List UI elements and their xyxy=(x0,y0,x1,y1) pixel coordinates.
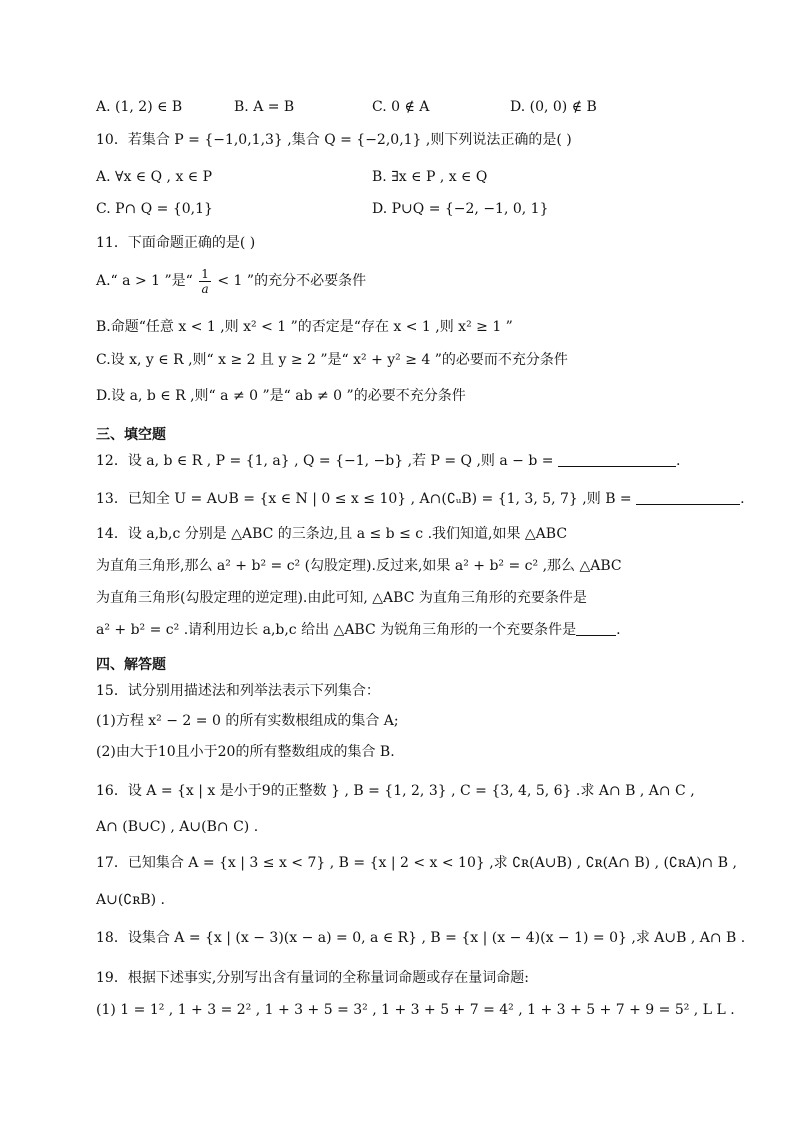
q18: 18．设集合 A = {x | (x − 3)(x − a) = 0, a ∈ R} , B = {x | (x − 4)(x − 1) = 0} ,求 A∪B , A∩ B . xyxy=(96,930,746,946)
q12-text: 12．设 a, b ∈ R , P = {1, a} , Q = {−1, −b} ,若 P = Q ,则 a − b = xyxy=(96,453,558,469)
q12-answer-blank xyxy=(558,452,676,467)
q10-stem: 10．若集合 P = {−1,0,1,3} ,集合 Q = {−2,0,1} ,则下列说法正确的是( ) xyxy=(96,132,572,148)
q11-a-frac-num: 1 xyxy=(201,266,209,281)
q13-end: . xyxy=(740,491,745,507)
q11-a-fraction xyxy=(199,267,211,296)
q9-option-b: B. A = B xyxy=(234,99,295,115)
q13-text: 13．已知全 U = A∪B = {x ∈ N | 0 ≤ x ≤ 10} , A∩(∁ᵤB) = {1, 3, 5, 7} ,则 B = xyxy=(96,491,637,507)
q15-part-1: (1)方程 x² − 2 = 0 的所有实数根组成的集合 A; xyxy=(96,713,399,729)
q15-part-2: (2)由大于10且小于20的所有整数组成的集合 B. xyxy=(96,744,395,760)
q16-line-1: 16．设 A = {x | x 是小于9的正整数 } , B = {1, 2, 3} , C = {3, 4, 5, 6} .求 A∩ B , A∩ C , xyxy=(96,783,695,799)
q9-option-a: A. (1, 2) ∈ B xyxy=(96,99,183,115)
q19-stem: 19．根据下述事实,分别写出含有量词的全称量词命题或存在量词命题: xyxy=(96,970,529,986)
q11-stem: 11．下面命题正确的是( ) xyxy=(96,235,256,251)
q13 xyxy=(96,489,745,509)
q9-option-c: C. 0 ∉ A xyxy=(372,99,430,115)
q14-line-2: 为直角三角形,那么 a² + b² = c² (勾股定理).反过来,如果 a² + b² = c² ,那么 △ABC xyxy=(96,558,622,574)
q11-option-b: B.命题“任意 x < 1 ,则 x² < 1 ”的否定是“存在 x < 1 ,则 x² ≥ 1 ” xyxy=(96,319,513,335)
q11-a-suffix: < 1 ”的充分不必要条件 xyxy=(212,273,367,289)
q10-option-b: B. ∃x ∈ P , x ∈ Q xyxy=(372,169,488,185)
q10-option-a: A. ∀x ∈ Q , x ∈ P xyxy=(96,169,213,185)
q12 xyxy=(96,451,680,471)
q19-part-1: (1) 1 = 1² , 1 + 3 = 2² , 1 + 3 + 5 = 3² , 1 + 3 + 5 + 7 = 4² , 1 + 3 + 5 + 7 + 9 = 5² , L L . xyxy=(96,1002,735,1018)
q10-option-d: D. P∪Q = {−2, −1, 0, 1} xyxy=(372,201,549,217)
q11-option-c: C.设 x, y ∈ R ,则“ x ≥ 2 且 y ≥ 2 ”是“ x² + y² ≥ 4 ”的必要而不充分条件 xyxy=(96,352,568,368)
q14-end: . xyxy=(616,622,621,638)
q10-option-c: C. P∩ Q = {0,1} xyxy=(96,201,213,217)
q14-line-4 xyxy=(96,620,621,640)
q14-line-3: 为直角三角形(勾股定理的逆定理).由此可知, △ABC 为直角三角形的充要条件是 xyxy=(96,590,587,606)
section-answer-heading: 四、解答题 xyxy=(96,657,166,673)
q11-option-a xyxy=(96,266,366,296)
q11-option-d: D.设 a, b ∈ R ,则“ a ≠ 0 ”是“ ab ≠ 0 ”的必要不充分条件 xyxy=(96,388,466,404)
q17-line-2: A∪(∁ʀB) . xyxy=(96,892,165,908)
q14-line-4-text: a² + b² = c² .请利用边长 a,b,c 给出 △ABC 为锐角三角形的一个充要条件是 xyxy=(96,622,577,638)
q11-a-prefix: A.“ a > 1 ”是“ xyxy=(96,273,198,289)
section-fill-in-heading: 三、填空题 xyxy=(96,427,166,443)
q14-answer-blank xyxy=(576,621,616,636)
q15-stem: 15．试分别用描述法和列举法表示下列集合： xyxy=(96,683,380,699)
q13-answer-blank xyxy=(636,490,740,505)
q14-line-1: 14．设 a,b,c 分别是 △ABC 的三条边,且 a ≤ b ≤ c .我们知道,如果 △ABC xyxy=(96,526,568,542)
q16-line-2: A∩ (B∪C) , A∪(B∩ C) . xyxy=(96,819,259,835)
q17-line-1: 17．已知集合 A = {x | 3 ≤ x < 7} , B = {x | 2 < x < 10} ,求 ∁ʀ(A∪B) , ∁ʀ(A∩ B) , (∁ʀA)∩ B , xyxy=(96,855,737,871)
q9-option-d: D. (0, 0) ∉ B xyxy=(510,99,597,115)
q11-a-frac-den: a xyxy=(201,281,209,296)
q12-end: . xyxy=(675,453,681,469)
